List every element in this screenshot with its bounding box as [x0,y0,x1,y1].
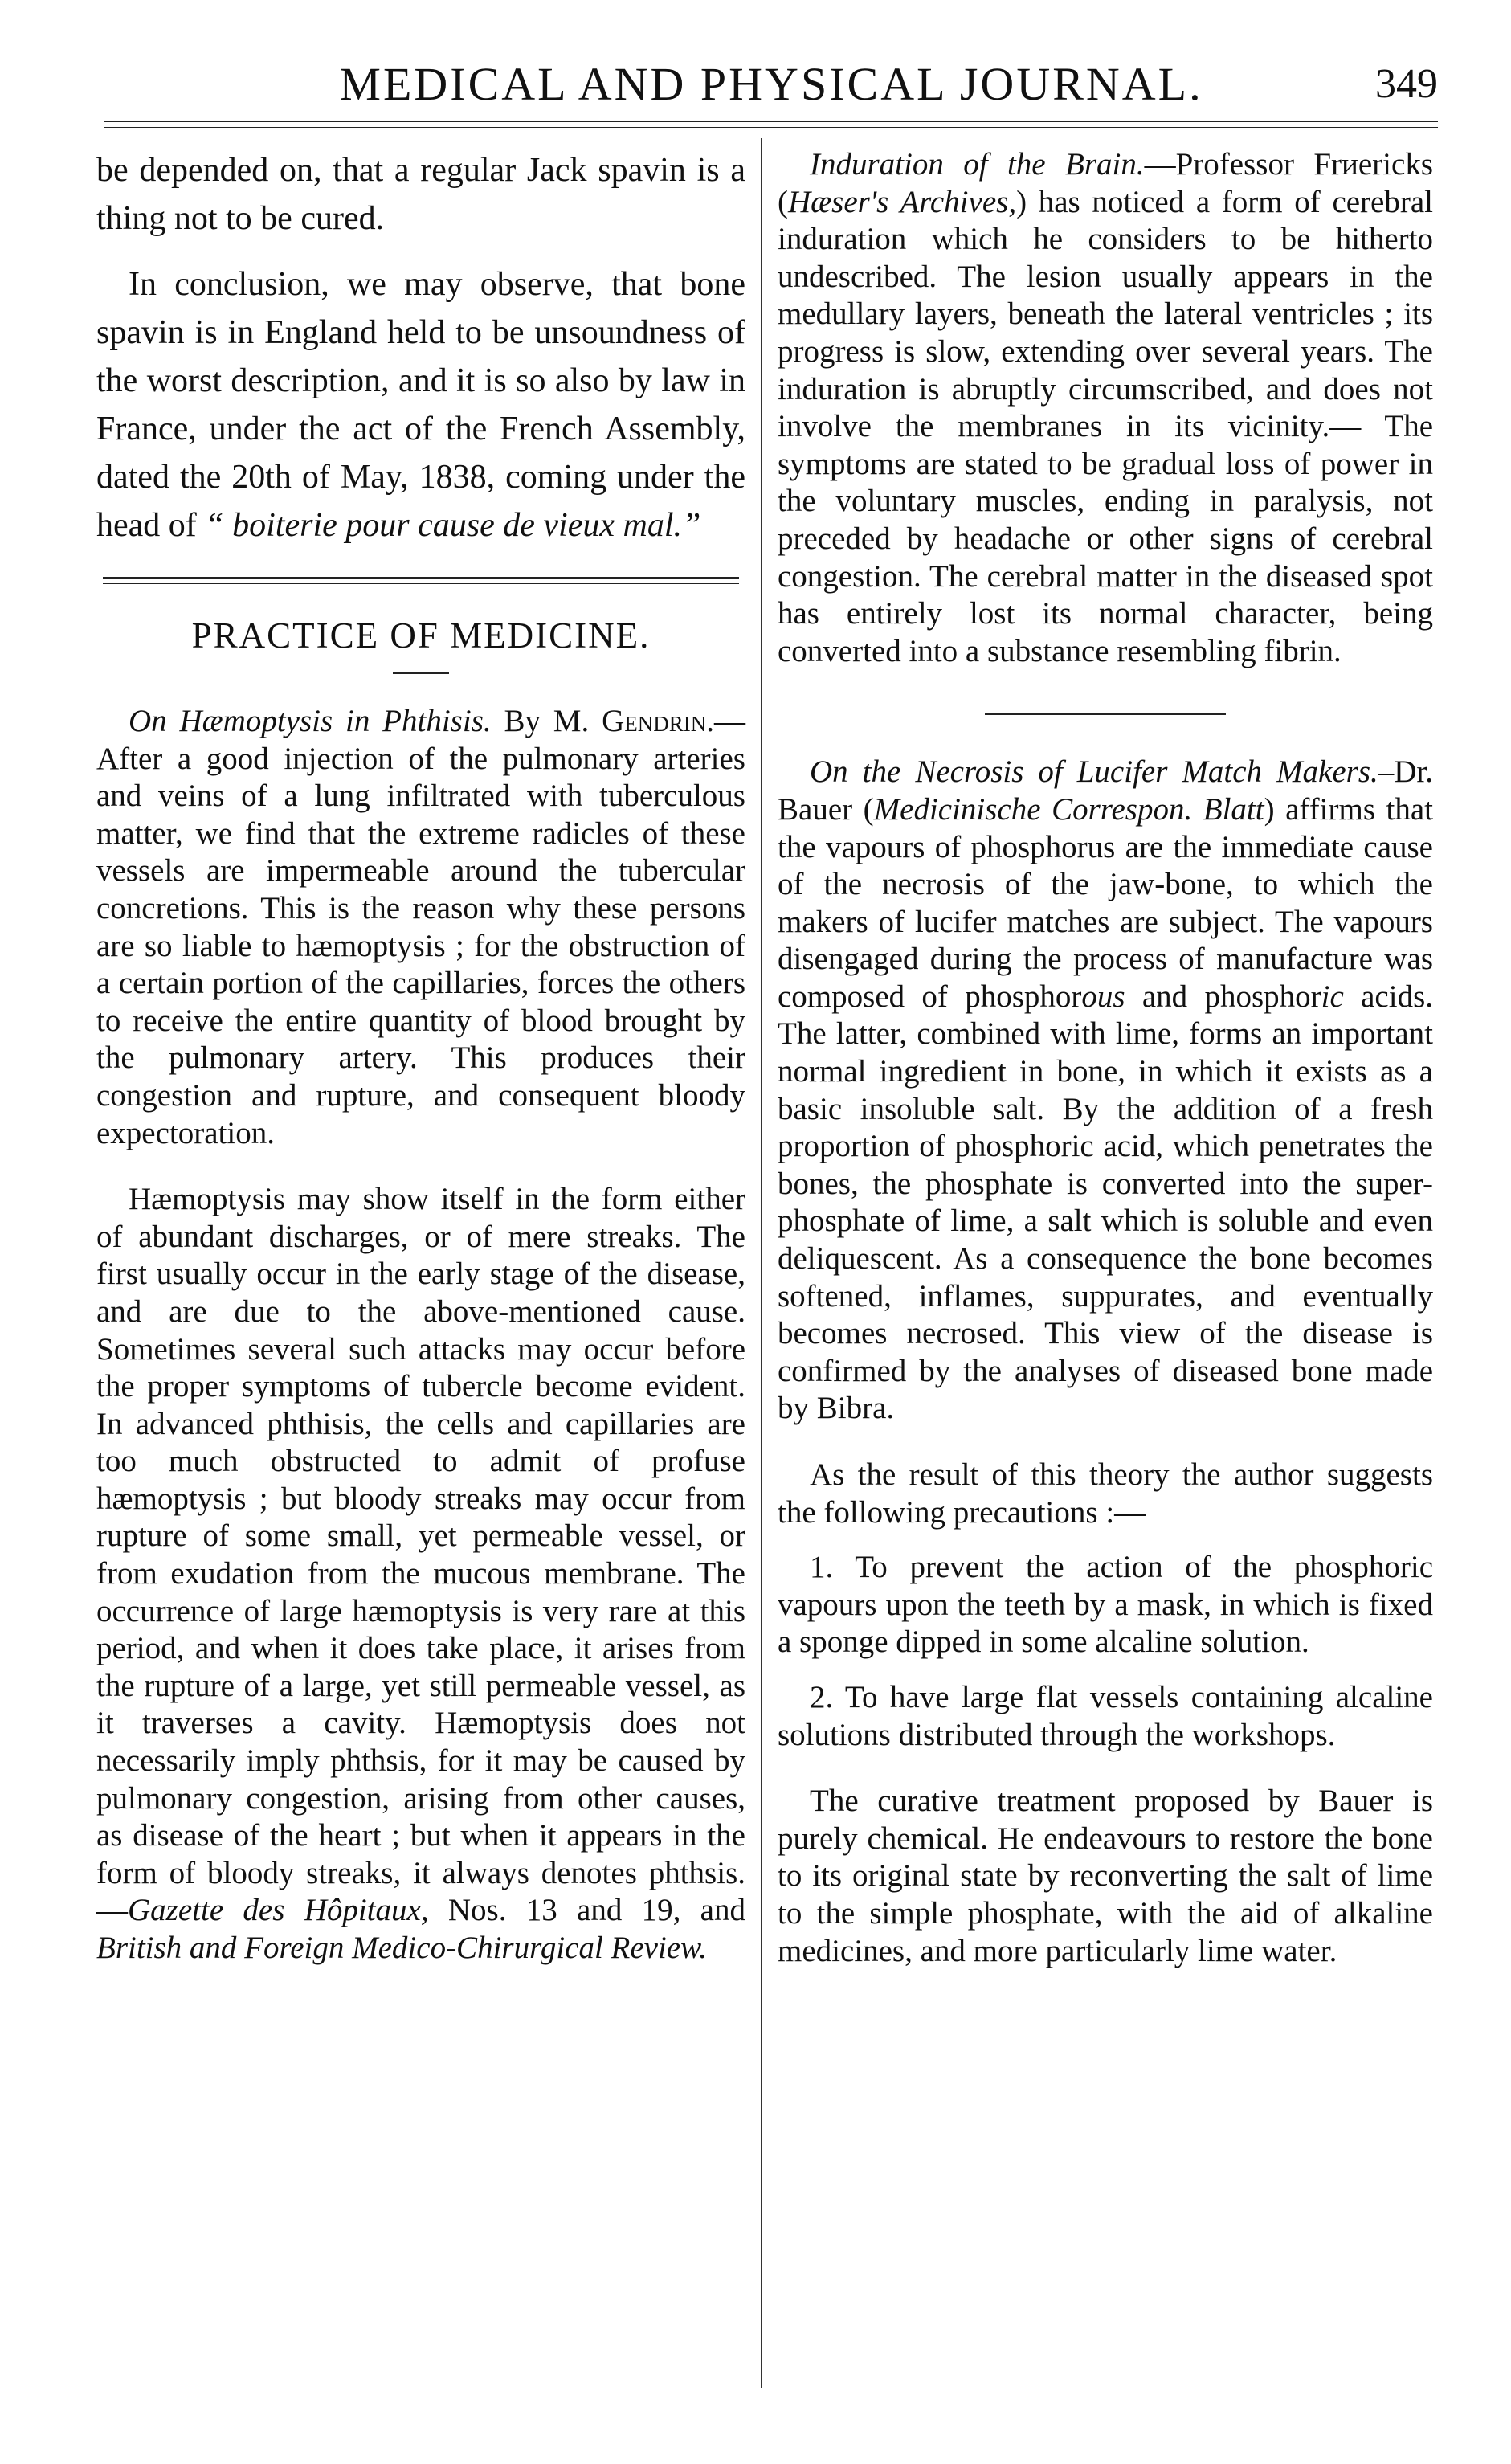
necrosis-text-b: ) affirms that the vapours of phosphorus are the immediate cause of the necrosis of the jaw-bone, to which the makers of lucifer matches are subject. The vapours disengaged during the process of manufacture was composed of phosphor [778,791,1433,1014]
precautions-intro: As the result of this theory the author suggests the following precautions :— [778,1457,1433,1530]
article-byline: By M. [491,704,602,738]
article-necrosis [778,754,1433,1428]
article-haemoptysis [96,703,745,1152]
necrosis-text-a: –Dr. Bauer ( [778,754,1433,827]
haemoptysis-text: Hæmoptysis may show itself in the form either of abundant discharges, or of mere streaks. The first usually occur in the early stage of the disease, and are due to the above-mentioned cause. Sometimes several such attacks may occur before the proper symptoms of tubercle become evident. In advanced phthisis, the cells and capillaries are too much obstructed to admit of profuse hæmoptysis ; but bloody streaks may occur from rupture of some small, yet permeable vessel, or from exudation from the mucous membrane. The occurrence of large hæmoptysis is very rare at this period, and when it does take place, it arises from the rupture of a large, yet still permeable vessel, as it traverses a cavity. Hæmoptysis does not necessarily imply phthsis, for it may be caused by pulmonary congestion, arising from other causes, as disease of the heart ; but when it appears in the form of bloody streaks, it always denotes phthsis.— [96,1182,745,1928]
necrosis-text-c: and phosphor [1125,979,1321,1014]
running-head [104,50,1438,114]
precaution-2: 2. To have large flat vessels containing alcaline solutions distributed through the workshops. [778,1679,1433,1752]
necrosis-journal: Medicinische Correspon. Blatt [873,791,1264,827]
source-numbers: Nos. 13 and 19, and [428,1893,745,1928]
heading-rule [393,672,449,674]
necrosis-text-d: acids. The latter, combined with lime, forms an important normal ingredient in bone, in which it exists as a basic insoluble salt. By the addition of a fresh proportion of phosphoric acid, which penetrates the bones, the phosphate is converted into the super-phosphate of lime, a salt which is soluble and even deliquescent. As a consequence the bone becomes softened, inflames, suppurates, and eventually becomes necrosed. This view of the disease is confirmed by the analyses of diseased bone made by Bibra. [778,979,1433,1426]
header-rule-thin [104,127,1438,128]
source-review: British and Foreign Medico-Chirurgical Review. [96,1931,708,1965]
precaution-1: 1. To prevent the action of the phosphoric vapours upon the teeth by a mask, in which is fixed a sponge dipped in some alcaline solution. [778,1550,1433,1660]
paragraph-treatment: The curative treatment proposed by Bauer is purely chemical. He endeavours to restore the bone to its original state by reconverting the salt of lime to the simple phosphate, with the aid of alkaline medicines, and more particularly lime water. [778,1784,1433,1968]
article-body: —After a good injection of the pulmonary arteries and veins of a lung infiltrated with tuberculous matter, we find that the extreme radicles of these vessels are impermeable around the tubercular concretions. This is the reason why these persons are so liable to hæmoptysis ; for the obstruction of a certain portion of the capillaries, forces the others to receive the entire quantity of blood brought by the pulmonary artery. This produces their congestion and rupture, and consequent bloody expectoration. [96,704,745,1150]
induration-text-a: —Professor Frиericks ( [778,147,1433,219]
column-divider [761,138,762,2388]
necrosis-ous: ous [1081,979,1125,1014]
induration-title: Induration of the Brain. [810,147,1145,182]
running-title: MEDICAL AND PHYSICAL JOURNAL. [339,58,1203,110]
conclusion-quote: “ boiterie pour cause de vieux mal.” [205,507,701,544]
left-column [96,146,745,1968]
source-gazette: Gazette des Hôpitaux, [128,1893,429,1928]
right-column [778,146,1433,1970]
page-number: 349 [1375,61,1438,107]
article-induration [778,146,1433,670]
conclusion-text: In conclusion, we may observe, that bone spavin is in England held to be unsoundness of the worst description, and it is so also by law in France, under the act of the French Assembly, dated the 20th of May, 1838, coming under the head of [96,266,745,544]
paragraph-jack-spavin: be depended on, that a regular Jack spavin is a thing not to be cured. [96,152,745,237]
paragraph-haemoptysis-forms [96,1181,745,1967]
section-heading: PRACTICE OF MEDICINE. [191,615,651,656]
necrosis-title: On the Necrosis of Lucifer Match Makers. [810,754,1378,790]
header-rule [104,121,1438,122]
article-separator [985,713,1226,715]
induration-text-b: ) has noticed a form of cerebral induration which he considers to be hitherto undescribed. The lesion usually appears in the medullary layers, beneath the lateral ventricles ; its progress is slow, extending over several years. The induration is abruptly circumscribed, and does not involve the membranes in its vicinity.— The symptoms are stated to be gradual loss of power in the voluntary muscles, ending in paralysis, not preceded by headache or other signs of cerebral congestion. The cerebral matter in the diseased spot has entirely lost its normal character, being converted into a substance resembling fibrin. [778,184,1433,668]
necrosis-ic: ic [1321,979,1344,1014]
paragraph-conclusion [96,260,745,550]
section-rule [103,577,739,584]
article-author: Gendrin. [602,704,714,738]
induration-archives: Hæser's Archives, [788,184,1017,219]
article-title: On Hæmoptysis in Phthisis. [129,704,492,738]
